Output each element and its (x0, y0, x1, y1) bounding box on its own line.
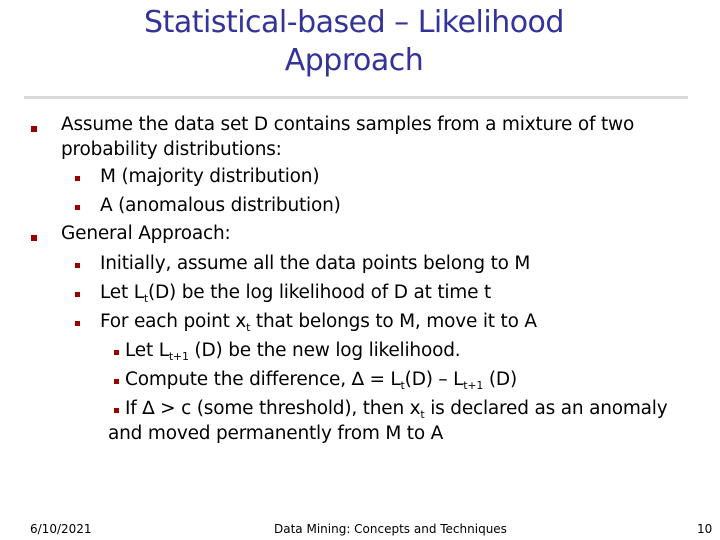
text-run: Let L (125, 340, 169, 361)
bullet-2-sub-3 (100, 311, 537, 333)
bullet-marker (75, 292, 80, 297)
subscript: t (246, 321, 251, 334)
level-3-item-1 (125, 340, 460, 362)
text-run: (D) be the log likelihood of D at time t (147, 282, 492, 303)
bullet-2-sub-1: Initially, assume all the data points belong to M (100, 253, 531, 274)
bullet-1-sub-2: A (anomalous distribution) (100, 195, 341, 216)
title-divider (24, 96, 688, 99)
bullet-2-text: General Approach: (61, 223, 231, 244)
text-run: (D) be the new log likelihood. (188, 340, 461, 361)
level-3-item-3 (125, 398, 668, 420)
bullet-1-line-1: Assume the data set D contains samples from a mixture of two (61, 114, 635, 135)
subscript: t (143, 292, 148, 305)
bullet-marker (75, 176, 80, 181)
subscript: t+1 (168, 350, 189, 363)
bullet-1-sub-1: M (majority distribution) (100, 166, 320, 187)
subscript: t (420, 408, 425, 421)
text-run: Let L (100, 282, 144, 303)
text-run: that belongs to M, move it to A (250, 311, 537, 332)
subscript: t+1 (463, 379, 484, 392)
bullet-marker (75, 205, 80, 210)
page-number: 10 (697, 522, 713, 536)
slide-title (0, 4, 708, 80)
level-3-item-3-continued: and moved permanently from M to A (108, 423, 444, 444)
title-line-2: Approach (284, 43, 424, 78)
bullet-marker (31, 235, 37, 241)
footer-title: Data Mining: Concepts and Techniques (274, 522, 507, 536)
text-run: If ∆ > c (some threshold), then x (125, 398, 421, 419)
bullet-marker (75, 263, 80, 268)
bullet-marker (114, 350, 119, 355)
text-run: Compute the difference, ∆ = L (125, 369, 401, 390)
bullet-marker (114, 379, 119, 384)
bullet-marker (75, 321, 80, 326)
footer-date: 6/10/2021 (30, 522, 92, 536)
bullet-marker (31, 126, 37, 132)
bullet-1-line-2: probability distributions: (61, 139, 282, 160)
text-run: For each point x (100, 311, 247, 332)
title-line-1: Statistical-based – Likelihood (144, 5, 564, 40)
subscript: t (400, 379, 405, 392)
level-3-item-2 (125, 369, 517, 391)
bullet-2-sub-2 (100, 282, 491, 304)
bullet-marker (114, 408, 119, 413)
text-run: (D) – L (404, 369, 464, 390)
text-run: (D) (483, 369, 517, 390)
text-run: is declared as an anomaly (424, 398, 668, 419)
